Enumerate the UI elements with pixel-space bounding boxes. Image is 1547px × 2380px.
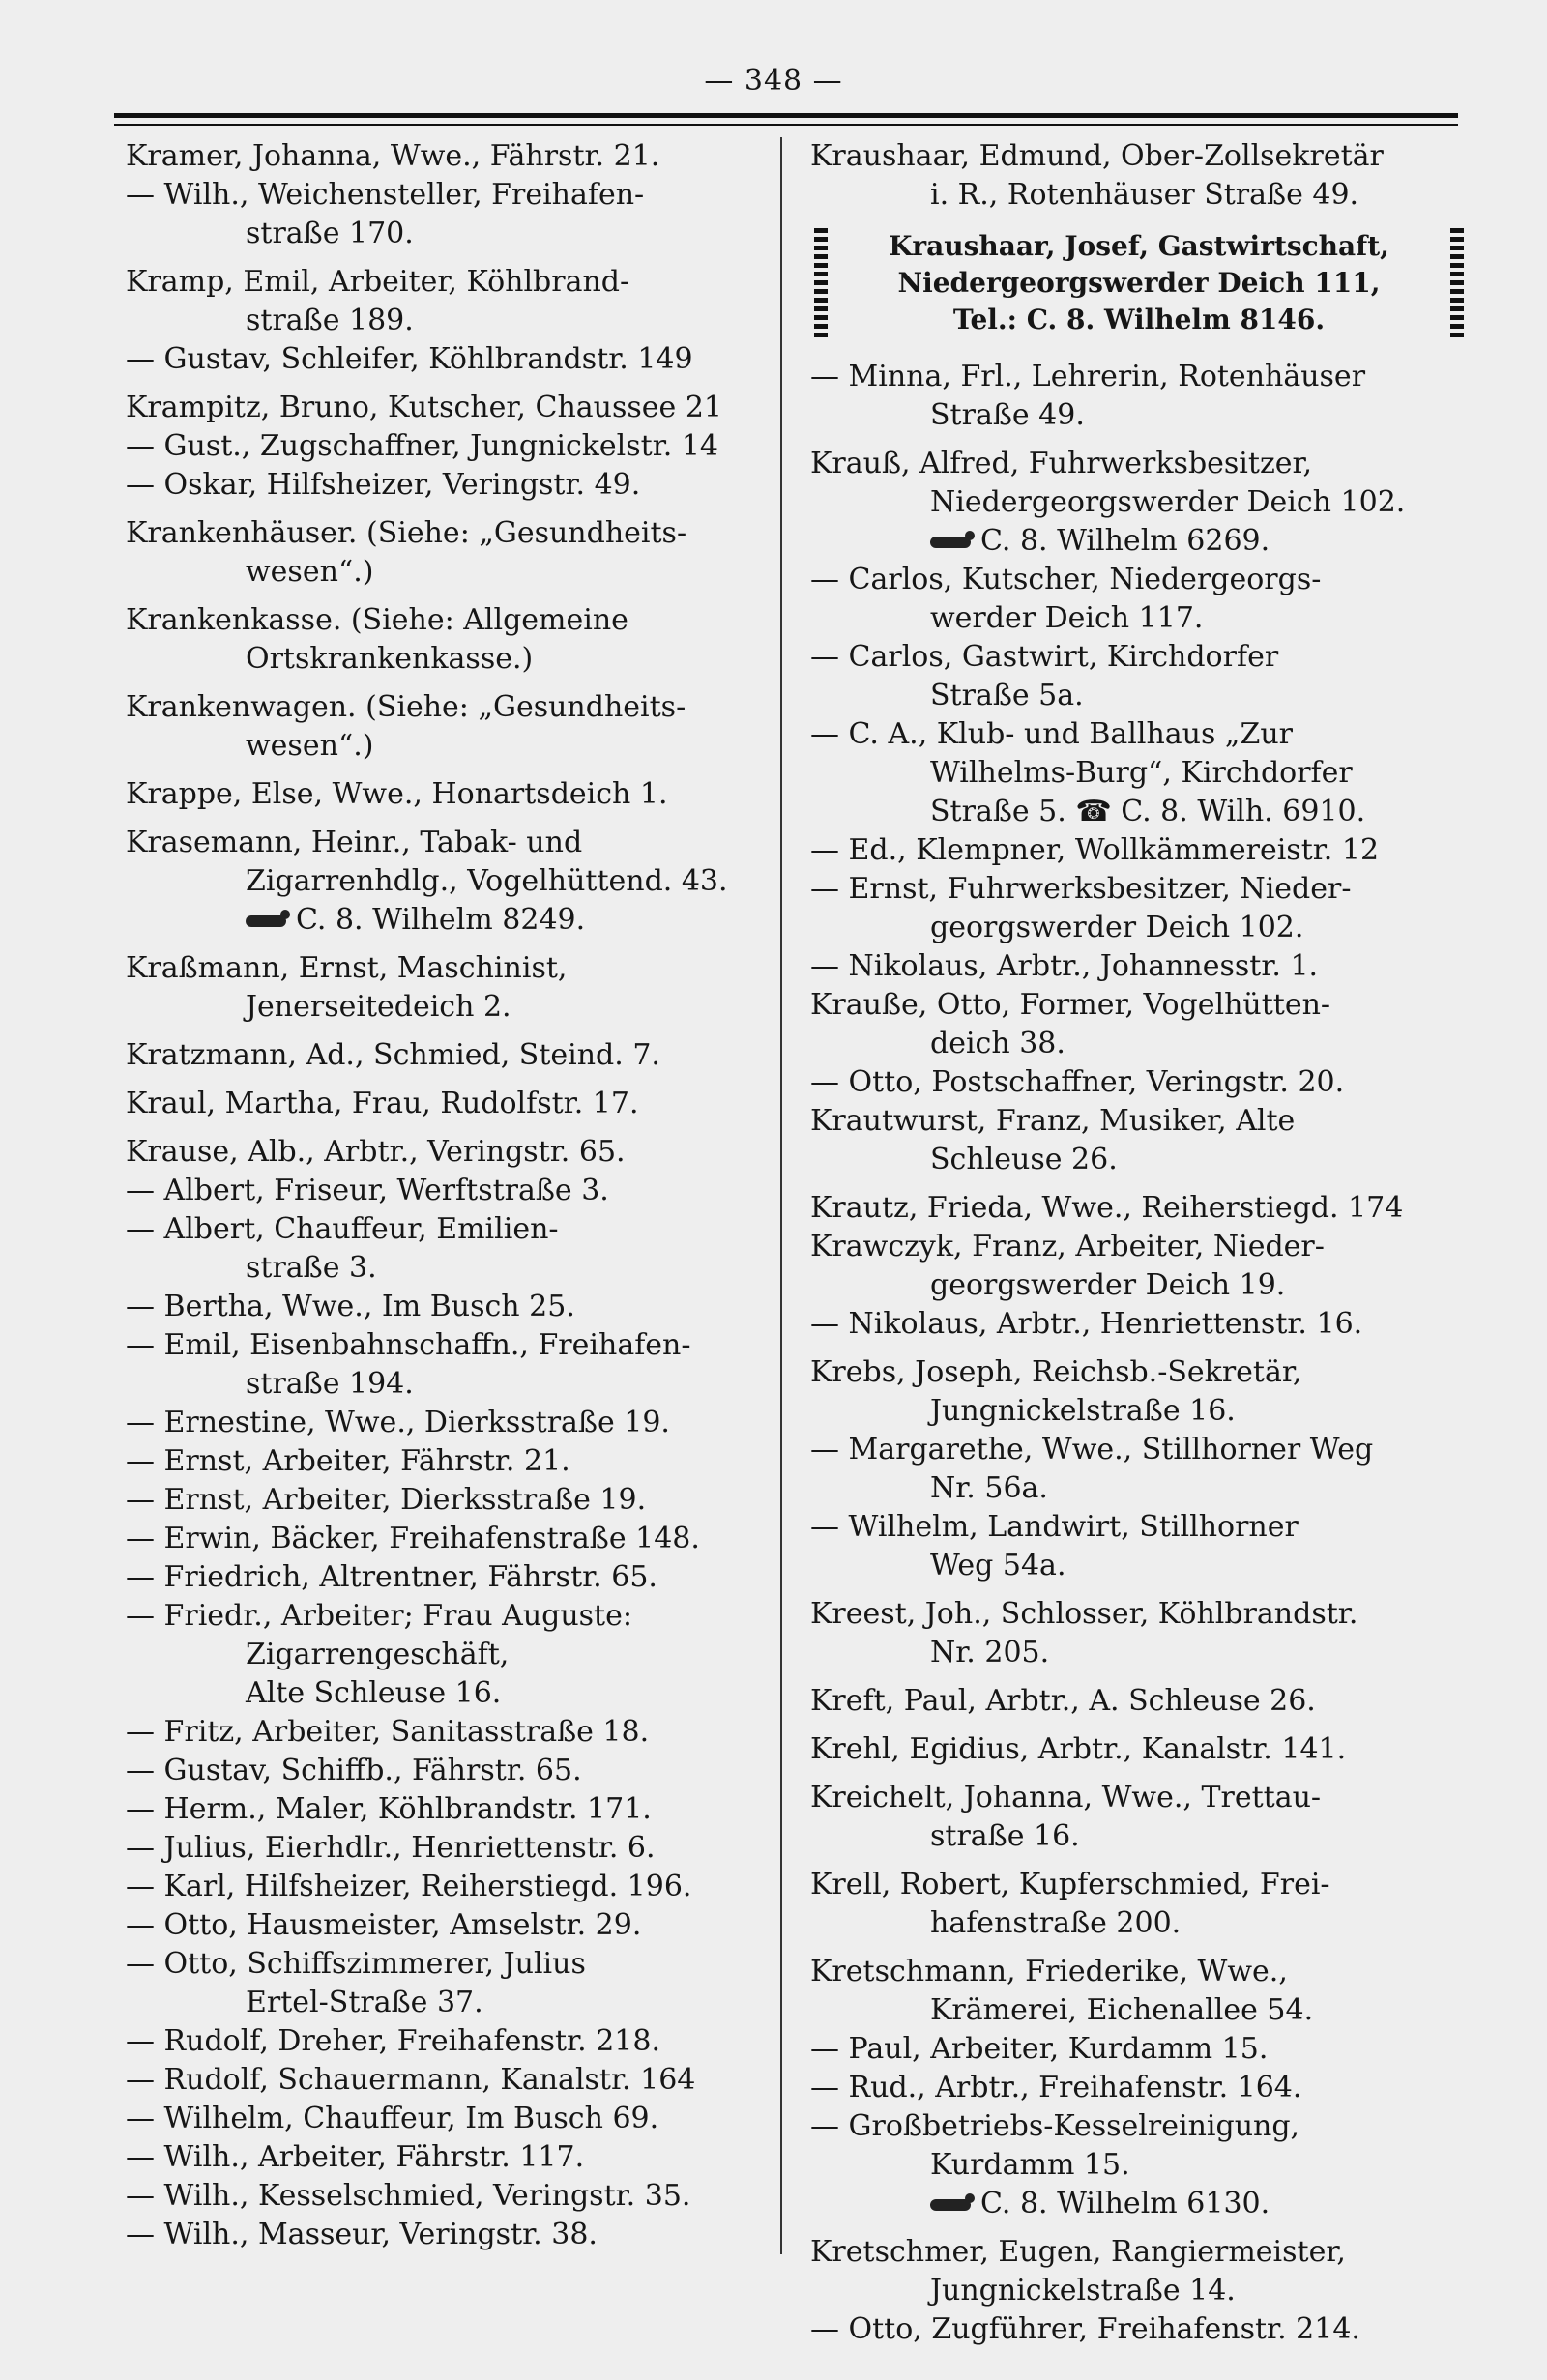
directory-entry [126, 1790, 769, 1829]
entry-line: Kraushaar, Edmund, Ober-Zollsekretär [810, 139, 1384, 173]
directory-entry [126, 688, 769, 766]
entry-line: — Wilhelm, Landwirt, Stillhorner [810, 1510, 1299, 1544]
entry-continuation: Nr. 205. [930, 1636, 1050, 1669]
entry-continuation: Jungnickelstraße 14. [930, 2274, 1236, 2307]
directory-entry [810, 137, 1468, 215]
directory-entry [810, 1063, 1468, 1102]
entry-continuation: Ertel-Straße 37. [246, 1986, 483, 2019]
entry-line: Krankenkasse. (Siehe: Allgemeine [126, 603, 628, 637]
directory-entry [126, 1752, 769, 1790]
entry-line: Kramp, Emil, Arbeiter, Köhlbrand- [126, 265, 630, 299]
entry-line: Krankenhäuser. (Siehe: „Gesundheits- [126, 516, 687, 550]
entry-line: — Rudolf, Dreher, Freihafenstr. 218. [126, 2024, 661, 2058]
entry-continuation: Krämerei, Eichenallee 54. [930, 1993, 1314, 2027]
entry-line: — Otto, Postschaffner, Veringstr. 20. [810, 1065, 1345, 1099]
entry-continuation: Jungnickelstraße 16. [930, 1394, 1236, 1428]
directory-entry [126, 1133, 769, 1172]
entry-line: Kratzmann, Ad., Schmied, Steind. 7. [126, 1038, 660, 1072]
directory-entry [126, 1597, 769, 1713]
directory-entry [126, 1210, 769, 1288]
right-column [810, 137, 1468, 2349]
directory-entry [126, 1906, 769, 1945]
directory-entry [810, 358, 1468, 435]
directory-entry [810, 870, 1468, 947]
entry-line: — Albert, Friseur, Werftstraße 3. [126, 1174, 609, 1207]
entry-line: — Wilhelm, Chauffeur, Im Busch 69. [126, 2102, 659, 2135]
directory-entry [126, 2177, 769, 2216]
directory-entry [126, 775, 769, 814]
entry-line: — Herm., Maler, Köhlbrandstr. 171. [126, 1792, 652, 1826]
entry-line: Krampitz, Bruno, Kutscher, Chaussee 21 [126, 391, 722, 424]
directory-entry [810, 1228, 1468, 1305]
directory-entry [810, 2310, 1468, 2349]
directory-entry [126, 1085, 769, 1123]
telephone-number: C. 8. Wilhelm 6130. [980, 2187, 1270, 2220]
directory-entry [810, 1189, 1468, 1228]
directory-entry [810, 1730, 1468, 1769]
directory-entry [126, 1442, 769, 1481]
directory-entry [126, 427, 769, 466]
entry-line: — Otto, Hausmeister, Amselstr. 29. [126, 1908, 642, 1942]
directory-entry [810, 1779, 1468, 1856]
directory-entry [810, 638, 1468, 715]
entry-continuation: Wilhelms-Burg“, Kirchdorfer [930, 756, 1353, 790]
page-number: — 348 — [704, 64, 843, 98]
entry-line: — Friedrich, Altrentner, Fährstr. 65. [126, 1560, 657, 1594]
entry-line: — Nikolaus, Arbtr., Johannesstr. 1. [810, 949, 1319, 983]
entry-continuation: i. R., Rotenhäuser Straße 49. [930, 178, 1359, 212]
entry-line: — Otto, Zugführer, Freihafenstr. 214. [810, 2312, 1360, 2346]
entry-line: Krauße, Otto, Former, Vogelhütten- [810, 988, 1331, 1022]
directory-entry [126, 601, 769, 679]
directory-entry [810, 2069, 1468, 2107]
directory-entry [126, 1945, 769, 2022]
directory-entry [810, 1431, 1468, 1508]
telephone-number: C. 8. Wilhelm 6269. [980, 524, 1270, 558]
entry-continuation: Zigarrengeschäft, [246, 1638, 510, 1671]
entry-continuation: georgswerder Deich 102. [930, 911, 1304, 944]
directory-entry [810, 1595, 1468, 1672]
entry-line: Krautwurst, Franz, Musiker, Alte [810, 1104, 1296, 1138]
directory-entry [126, 514, 769, 592]
directory-entry [126, 2100, 769, 2138]
column-divider [780, 137, 782, 2254]
entry-continuation: Nr. 56a. [930, 1471, 1048, 1505]
directory-entry [126, 2138, 769, 2177]
directory-entry [810, 2107, 1468, 2223]
entry-line: Kramer, Johanna, Wwe., Fährstr. 21. [126, 139, 660, 173]
entry-line: Krasemann, Heinr., Tabak- und [126, 826, 583, 859]
entry-line: — Nikolaus, Arbtr., Henriettenstr. 16. [810, 1307, 1363, 1341]
telephone-line [810, 2185, 1468, 2223]
entry-line: Krankenwagen. (Siehe: „Gesundheits- [126, 690, 686, 724]
entry-continuation: Straße 5. ☎ C. 8. Wilh. 6910. [930, 795, 1366, 828]
entry-line: — Gustav, Schleifer, Köhlbrandstr. 149 [126, 342, 693, 376]
entry-line: — Fritz, Arbeiter, Sanitasstraße 18. [126, 1715, 650, 1749]
entry-continuation: wesen“.) [246, 555, 374, 589]
directory-entry [126, 1713, 769, 1752]
entry-continuation: Straße 5a. [930, 679, 1084, 712]
directory-entry [810, 986, 1468, 1063]
entry-line: — Minna, Frl., Lehrerin, Rotenhäuser [810, 360, 1366, 393]
entry-line: Kretschmann, Friederike, Wwe., [810, 1955, 1288, 1988]
entry-line: Krebs, Joseph, Reichsb.-Sekretär, [810, 1355, 1302, 1389]
directory-entry [810, 2030, 1468, 2069]
entry-line: — Otto, Schiffszimmerer, Julius [126, 1947, 586, 1981]
directory-entry [126, 824, 769, 940]
directory-entry [810, 1353, 1468, 1431]
directory-entry [810, 1953, 1468, 2030]
directory-entry [810, 2233, 1468, 2310]
directory-entry [126, 1481, 769, 1520]
directory-entry [810, 1866, 1468, 1943]
directory-entry [126, 1326, 769, 1404]
entry-continuation: Zigarrenhdlg., Vogelhüttend. 43. [246, 864, 728, 898]
entry-line: — Carlos, Kutscher, Niedergeorgs- [810, 563, 1322, 596]
directory-entry [810, 1102, 1468, 1179]
directory-entry [810, 1305, 1468, 1344]
entry-line: Krehl, Egidius, Arbtr., Kanalstr. 141. [810, 1732, 1347, 1766]
entry-line: — Margarethe, Wwe., Stillhorner Weg [810, 1433, 1374, 1466]
entry-line: — Ernst, Arbeiter, Dierksstraße 19. [126, 1483, 647, 1517]
directory-entry [810, 445, 1468, 561]
entry-line: — Erwin, Bäcker, Freihafenstraße 148. [126, 1522, 700, 1555]
entry-line: Kraul, Martha, Frau, Rudolfstr. 17. [126, 1087, 639, 1120]
directory-entry [810, 947, 1468, 986]
telephone-number: C. 8. Wilhelm 8249. [296, 903, 586, 937]
directory-entry [810, 561, 1468, 638]
telephone-line [810, 522, 1468, 561]
entry-continuation: straße 3. [246, 1251, 377, 1285]
directory-entry [126, 2061, 769, 2100]
directory-entry [126, 1520, 769, 1558]
entry-line: Kraßmann, Ernst, Maschinist, [126, 951, 568, 985]
entry-line: — Gust., Zugschaffner, Jungnickelstr. 14 [126, 429, 719, 463]
entry-continuation: Schleuse 26. [930, 1143, 1118, 1176]
entry-line: — Gustav, Schiffb., Fährstr. 65. [126, 1754, 582, 1787]
telephone-icon [930, 2199, 971, 2211]
entry-line: — Ernst, Arbeiter, Fährstr. 21. [126, 1444, 570, 1478]
entry-continuation: Straße 49. [930, 398, 1085, 432]
directory-entry [126, 1558, 769, 1597]
header-rule-thin [114, 124, 1458, 126]
entry-line: — Ed., Klempner, Wollkämmereistr. 12 [810, 833, 1380, 867]
entry-line: — Oskar, Hilfsheizer, Veringstr. 49. [126, 468, 641, 502]
entry-line: — Julius, Eierhdlr., Henriettenstr. 6. [126, 1831, 656, 1865]
entry-line: Krauß, Alfred, Fuhrwerksbesitzer, [810, 447, 1313, 480]
entry-line: — Ernst, Fuhrwerksbesitzer, Nieder- [810, 872, 1352, 906]
entry-continuation: Ortskrankenkasse.) [246, 642, 534, 676]
entry-continuation: Weg 54a. [930, 1549, 1066, 1582]
directory-entry [126, 466, 769, 505]
entry-line: Krawczyk, Franz, Arbeiter, Nieder- [810, 1230, 1325, 1263]
entry-continuation: georgswerder Deich 19. [930, 1268, 1286, 1302]
entry-continuation: Niedergeorgswerder Deich 111, [897, 267, 1381, 299]
entry-line: Krause, Alb., Arbtr., Veringstr. 65. [126, 1135, 626, 1169]
entry-line: — Großbetriebs-Kesselreinigung, [810, 2109, 1300, 2143]
entry-continuation: straße 189. [246, 304, 414, 337]
entry-line: — C. A., Klub- und Ballhaus „Zur [810, 717, 1293, 751]
telephone-icon [930, 537, 971, 548]
directory-entry [126, 2216, 769, 2254]
entry-continuation: Kurdamm 15. [930, 2148, 1130, 2182]
entry-line: — Wilh., Masseur, Veringstr. 38. [126, 2218, 598, 2251]
entry-line: Krautz, Frieda, Wwe., Reiherstiegd. 174 [810, 1191, 1404, 1225]
entry-line: — Wilh., Weichensteller, Freihafen- [126, 178, 645, 212]
entry-continuation: Tel.: C. 8. Wilhelm 8146. [952, 304, 1326, 335]
entry-line: Krappe, Else, Wwe., Honartsdeich 1. [126, 777, 668, 811]
entry-line: Kraushaar, Josef, Gastwirtschaft, [889, 230, 1389, 262]
directory-entry [810, 831, 1468, 870]
directory-entry [126, 389, 769, 427]
telephone-icon [246, 915, 286, 927]
directory-entry [810, 715, 1468, 831]
entry-line: — Wilh., Arbeiter, Fährstr. 117. [126, 2140, 585, 2174]
entry-line: Kreichelt, Johanna, Wwe., Trettau- [810, 1781, 1322, 1814]
entry-continuation: straße 16. [930, 1819, 1080, 1853]
telephone-line [126, 901, 769, 940]
directory-entry [126, 1288, 769, 1326]
entry-continuation: Niedergeorgswerder Deich 102. [930, 485, 1406, 519]
entry-line: Kretschmer, Eugen, Rangiermeister, [810, 2235, 1346, 2269]
directory-entry [126, 340, 769, 379]
directory-entry [126, 1404, 769, 1442]
directory-entry [126, 176, 769, 253]
entry-continuation: deich 38. [930, 1027, 1065, 1060]
directory-entry [126, 1172, 769, 1210]
entry-line: — Friedr., Arbeiter; Frau Auguste: [126, 1599, 632, 1633]
entry-continuation: hafenstraße 200. [930, 1906, 1182, 1940]
entry-continuation: werder Deich 117. [930, 601, 1204, 635]
entry-continuation: Jenerseitedeich 2. [246, 990, 511, 1024]
entry-line: Krell, Robert, Kupferschmied, Frei- [810, 1868, 1330, 1901]
entry-line: — Emil, Eisenbahnschaffn., Freihafen- [126, 1328, 691, 1362]
entry-line: — Carlos, Gastwirt, Kirchdorfer [810, 640, 1279, 674]
advertisement-box [810, 224, 1468, 344]
header-rule-thick [114, 113, 1458, 118]
entry-line: Kreft, Paul, Arbtr., A. Schleuse 26. [810, 1684, 1316, 1718]
directory-entry [126, 949, 769, 1027]
entry-line: — Rudolf, Schauermann, Kanalstr. 164 [126, 2063, 696, 2097]
entry-continuation: Alte Schleuse 16. [246, 1676, 502, 1710]
entry-continuation: wesen“.) [246, 729, 374, 763]
entry-line: — Paul, Arbeiter, Kurdamm 15. [810, 2032, 1269, 2066]
directory-entry [810, 1508, 1468, 1585]
entry-line: — Wilh., Kesselschmied, Veringstr. 35. [126, 2179, 691, 2213]
left-column [126, 137, 769, 2254]
entry-line: — Bertha, Wwe., Im Busch 25. [126, 1290, 575, 1323]
directory-entry [126, 137, 769, 176]
entry-line: Kreest, Joh., Schlosser, Köhlbrandstr. [810, 1597, 1358, 1631]
entry-line: — Albert, Chauffeur, Emilien- [126, 1212, 559, 1246]
entry-continuation: straße 170. [246, 217, 414, 250]
directory-entry [126, 1036, 769, 1075]
directory-entry [126, 1868, 769, 1906]
entry-line: — Karl, Hilfsheizer, Reiherstiegd. 196. [126, 1870, 692, 1903]
entry-continuation: straße 194. [246, 1367, 414, 1401]
directory-entry [810, 1682, 1468, 1721]
directory-entry [126, 1829, 769, 1868]
entry-line: — Ernestine, Wwe., Dierksstraße 19. [126, 1406, 670, 1439]
entry-line: — Rud., Arbtr., Freihafenstr. 164. [810, 2071, 1302, 2104]
directory-entry [126, 2022, 769, 2061]
directory-entry [126, 263, 769, 340]
